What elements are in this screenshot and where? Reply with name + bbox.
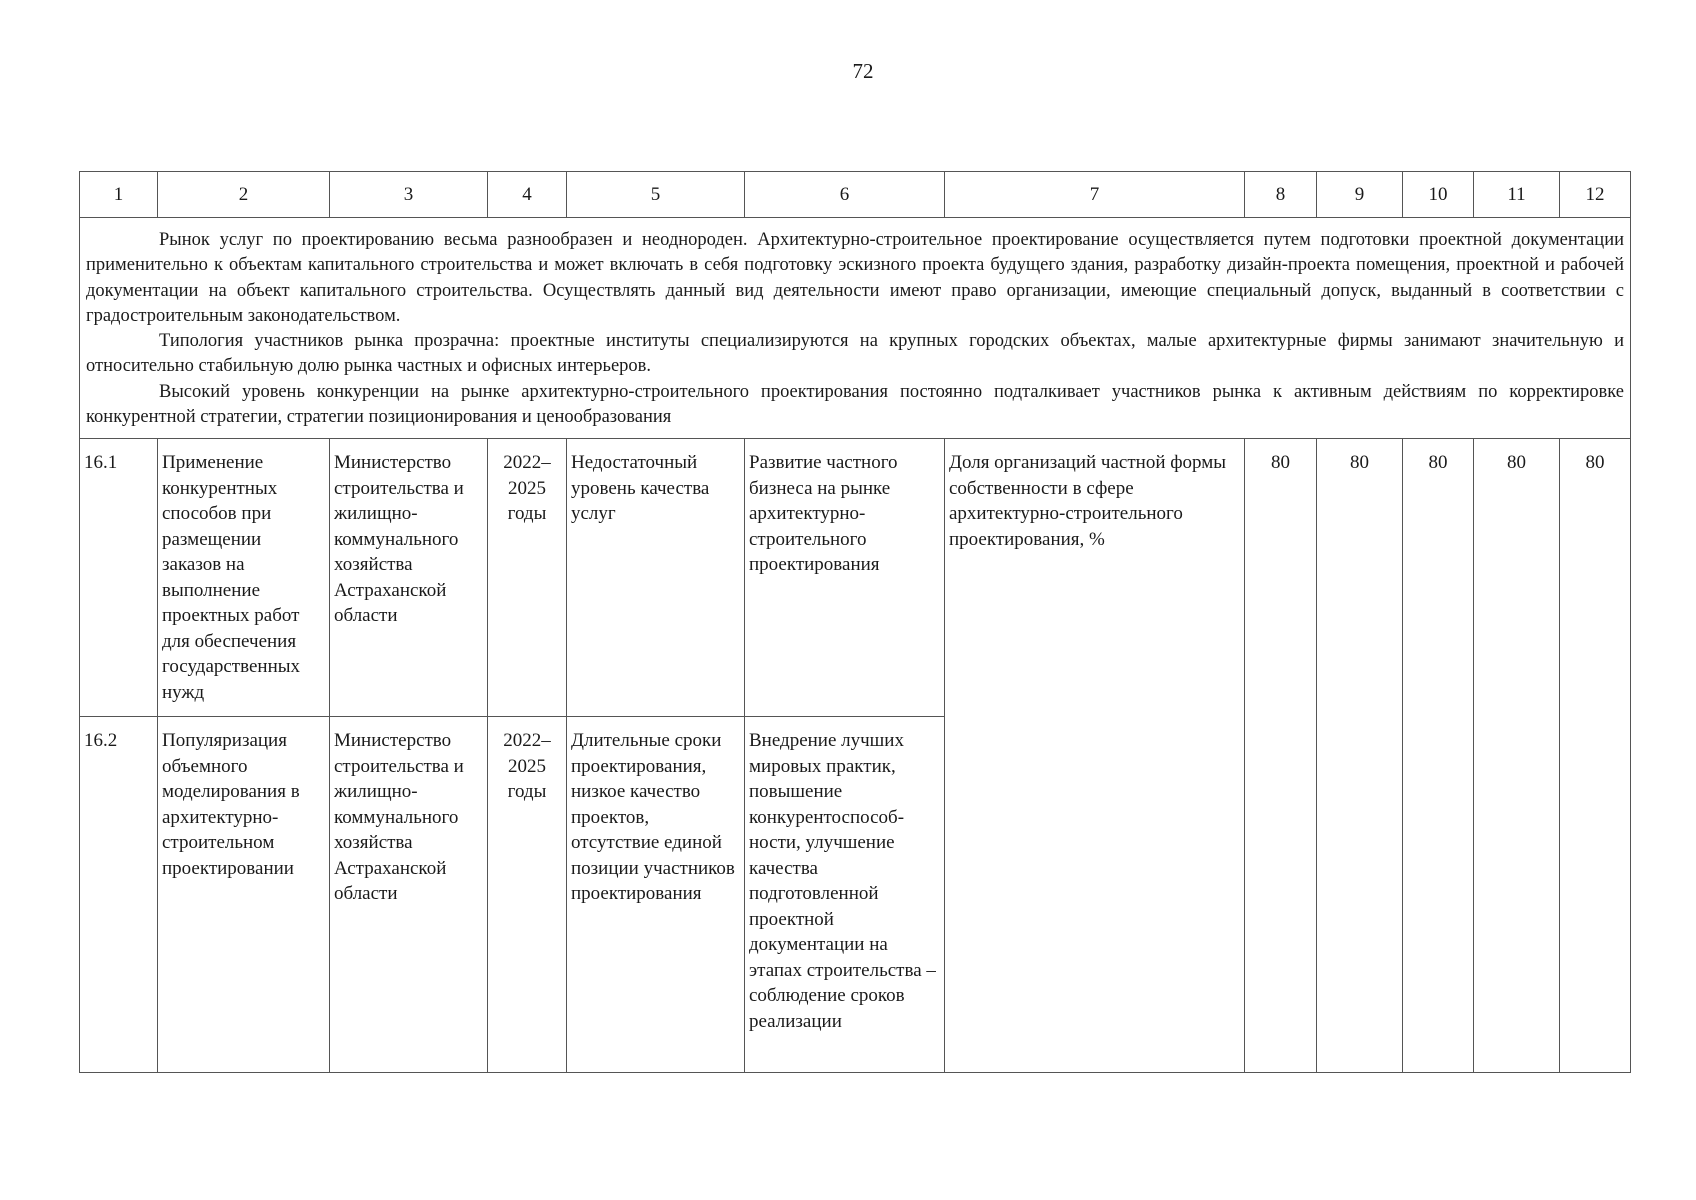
- value-cell: 80: [1245, 439, 1317, 1073]
- column-header: 3: [330, 172, 488, 218]
- intro-paragraph: Высокий уровень конкуренции на рынке архитектурно-строительного проектирования постоянно подталкивает участников рынка к активным действиям по корректировке конкурентной стратегии, стратегии позиционирования и ценообразования: [86, 381, 1624, 428]
- measure-cell: Популяризация объемного моделирования в архитектурно-строительном проектировании: [158, 717, 330, 1073]
- executor-cell: Министерство строительства и жилищно-коммунального хозяйства Астраханской области: [330, 439, 488, 717]
- column-header: 5: [567, 172, 745, 218]
- value-cell: 80: [1560, 439, 1631, 1073]
- column-header: 4: [488, 172, 567, 218]
- column-header: 7: [945, 172, 1245, 218]
- column-header: 6: [745, 172, 945, 218]
- row-number: 16.2: [80, 717, 158, 1073]
- measures-table: [79, 171, 1631, 1073]
- result-cell: Внедрение лучших мировых практик, повышение конкурентоспособ-ности, улучшение качества подготовленной проектной документации на этапах строительства – соблюдение сроков реализации: [745, 717, 945, 1073]
- indicator-cell: Доля организаций частной формы собственности в сфере архитектурно-строительного проектирования, %: [945, 439, 1245, 1073]
- value-cell: 80: [1403, 439, 1474, 1073]
- row-number: 16.1: [80, 439, 158, 717]
- column-header: 11: [1474, 172, 1560, 218]
- executor-cell: Министерство строительства и жилищно-коммунального хозяйства Астраханской области: [330, 717, 488, 1073]
- period-cell: 2022–2025 годы: [488, 439, 567, 717]
- column-header: 12: [1560, 172, 1631, 218]
- column-header: 8: [1245, 172, 1317, 218]
- page-number: 72: [852, 59, 874, 83]
- value-cell: 80: [1317, 439, 1403, 1073]
- column-header: 2: [158, 172, 330, 218]
- measure-cell: Применение конкурентных способов при размещении заказов на выполнение проектных работ для обеспечения государственных нужд: [158, 439, 330, 717]
- column-header: 10: [1403, 172, 1474, 218]
- column-header: 9: [1317, 172, 1403, 218]
- period-cell: 2022–2025 годы: [488, 717, 567, 1073]
- column-number-row: [80, 172, 1631, 218]
- value-cell: 80: [1474, 439, 1560, 1073]
- problem-cell: Недостаточный уровень качества услуг: [567, 439, 745, 717]
- result-cell: Развитие частного бизнеса на рынке архитектурно-строительного проектирования: [745, 439, 945, 717]
- intro-text-cell: [80, 218, 1631, 439]
- intro-row: [80, 218, 1631, 439]
- intro-paragraph: Рынок услуг по проектированию весьма разнообразен и неоднороден. Архитектурно-строительное проектирование осуществляется путем подготовки проектной документации применительно к объектам капитального строительства и может включать в себя подготовку эскизного проекта будущего здания, разработку дизайн-проекта помещения, проектной и рабочей документации на объект капитального строительства. Осуществлять данный вид деятельности имеют право организации, имеющие специальный допуск, выданный в соответствии с градостроительным законодательством.: [86, 230, 1624, 326]
- problem-cell: Длительные сроки проектирования, низкое качество проектов, отсутствие единой позиции участников проектирования: [567, 717, 745, 1073]
- column-header: 1: [80, 172, 158, 218]
- intro-paragraph: Типология участников рынка прозрачна: проектные институты специализируются на крупных городских объектах, малые архитектурные фирмы занимают значительную и относительно стабильную долю рынка частных и офисных интерьеров.: [86, 331, 1624, 377]
- table-row: [80, 439, 1631, 717]
